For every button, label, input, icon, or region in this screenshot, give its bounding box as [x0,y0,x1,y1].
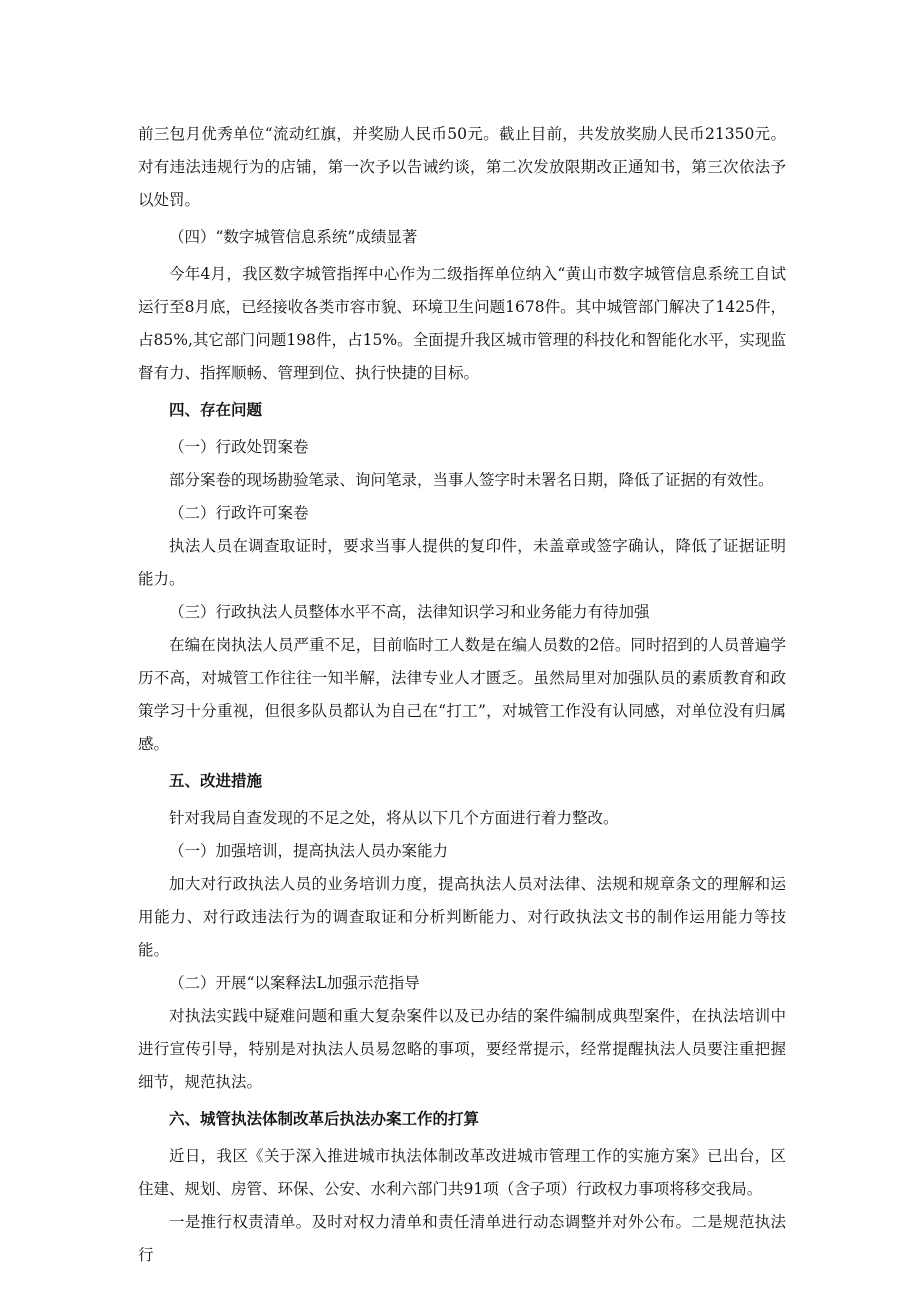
subheading-penalty-files: （一）行政处罚案卷 [169,438,309,456]
subheading-staff-level: （三）行政执法人员整体水平不高，法律知识学习和业务能力有待加强 [169,603,650,621]
paragraph-responsibility-list: 一是推行权责清单。及时对权力清单和责任清单进行动态调整并对外公布。二是规范执法行 [138,1213,786,1264]
paragraph-penalty-files: 部分案卷的现场勘验笔录、询问笔录，当事人签字时未署名日期，降低了证据的有效性。 [169,471,774,489]
document-body [138,118,786,1272]
paragraph-staff-level: 在编在岗执法人员严重不足，目前临时工人数是在编人员数的2倍。同时招到的人员普遍学历不高，对城管工作往往一知半解，法律专业人才匮乏。虽然局里对加强队员的素质教育和政策学习十分重视，但很多队员都认为自己在“打工”，对城管工作没有认同感，对单位没有归属感。 [138,636,786,753]
paragraph-reform-plan: 近日，我区《关于深入推进城市执法体制改革改进城市管理工作的实施方案》已出台，区住建、规划、房管、环保、公安、水利六部门共91项（含子项）行政权力事项将移交我局。 [138,1147,786,1198]
subheading-case-guidance: （二）开展“以案释法L加强示范指导 [169,974,420,992]
subheading-digital-system: （四）“数字城管信息系统”成绩显著 [169,228,418,246]
paragraph-reward-continuation: 前三包月优秀单位“流动红旗，并奖励人民币50元。截止目前，共发放奖励人民币21350元。对有违法违规行为的店铺，第一次予以告诫约谈，第二次发放限期改正通知书，第三次依法予以处罚。 [138,125,786,209]
section-heading-reform-plan: 六、城管执法体制改革后执法办案工作的打算 [169,1110,480,1128]
paragraph-training: 加大对行政执法人员的业务培训力度，提高执法人员对法律、法规和规章条文的理解和运用能力、对行政违法行为的调查取证和分析判断能力、对行政执法文书的制作运用能力等技能。 [138,875,786,959]
paragraph-case-guidance: 对执法实践中疑难问题和重大复杂案件以及已办结的案件编制成典型案件，在执法培训中进行宣传引导，特别是对执法人员易忽略的事项，要经常提示，经常提醒执法人员要注重把握细节，规范执法。 [138,1007,786,1091]
paragraph-improvements-intro: 针对我局自查发现的不足之处，将从以下几个方面进行着力整改。 [169,809,619,827]
section-heading-improvements: 五、改进措施 [169,772,263,790]
subheading-license-files: （二）行政许可案卷 [169,504,309,522]
subheading-training: （一）加强培训，提高执法人员办案能力 [169,842,449,860]
paragraph-license-files: 执法人员在调查取证时，要求当事人提供的复印件，未盖章或签字确认，降低了证据证明能力。 [138,537,786,588]
section-heading-problems: 四、存在问题 [169,401,263,419]
paragraph-digital-system: 今年4月，我区数字城管指挥中心作为二级指挥单位纳入“黄山市数字城管信息系统工自试运行至8月底，已经接收各类市容市貌、环境卫生问题1678件。其中城管部门解决了1425件，占85%,其它部门问题198件，占15%。全面提升我区城市管理的科技化和智能化水平，实现监督有力、指挥顺畅、管理到位、执行快捷的目标。 [138,265,786,382]
